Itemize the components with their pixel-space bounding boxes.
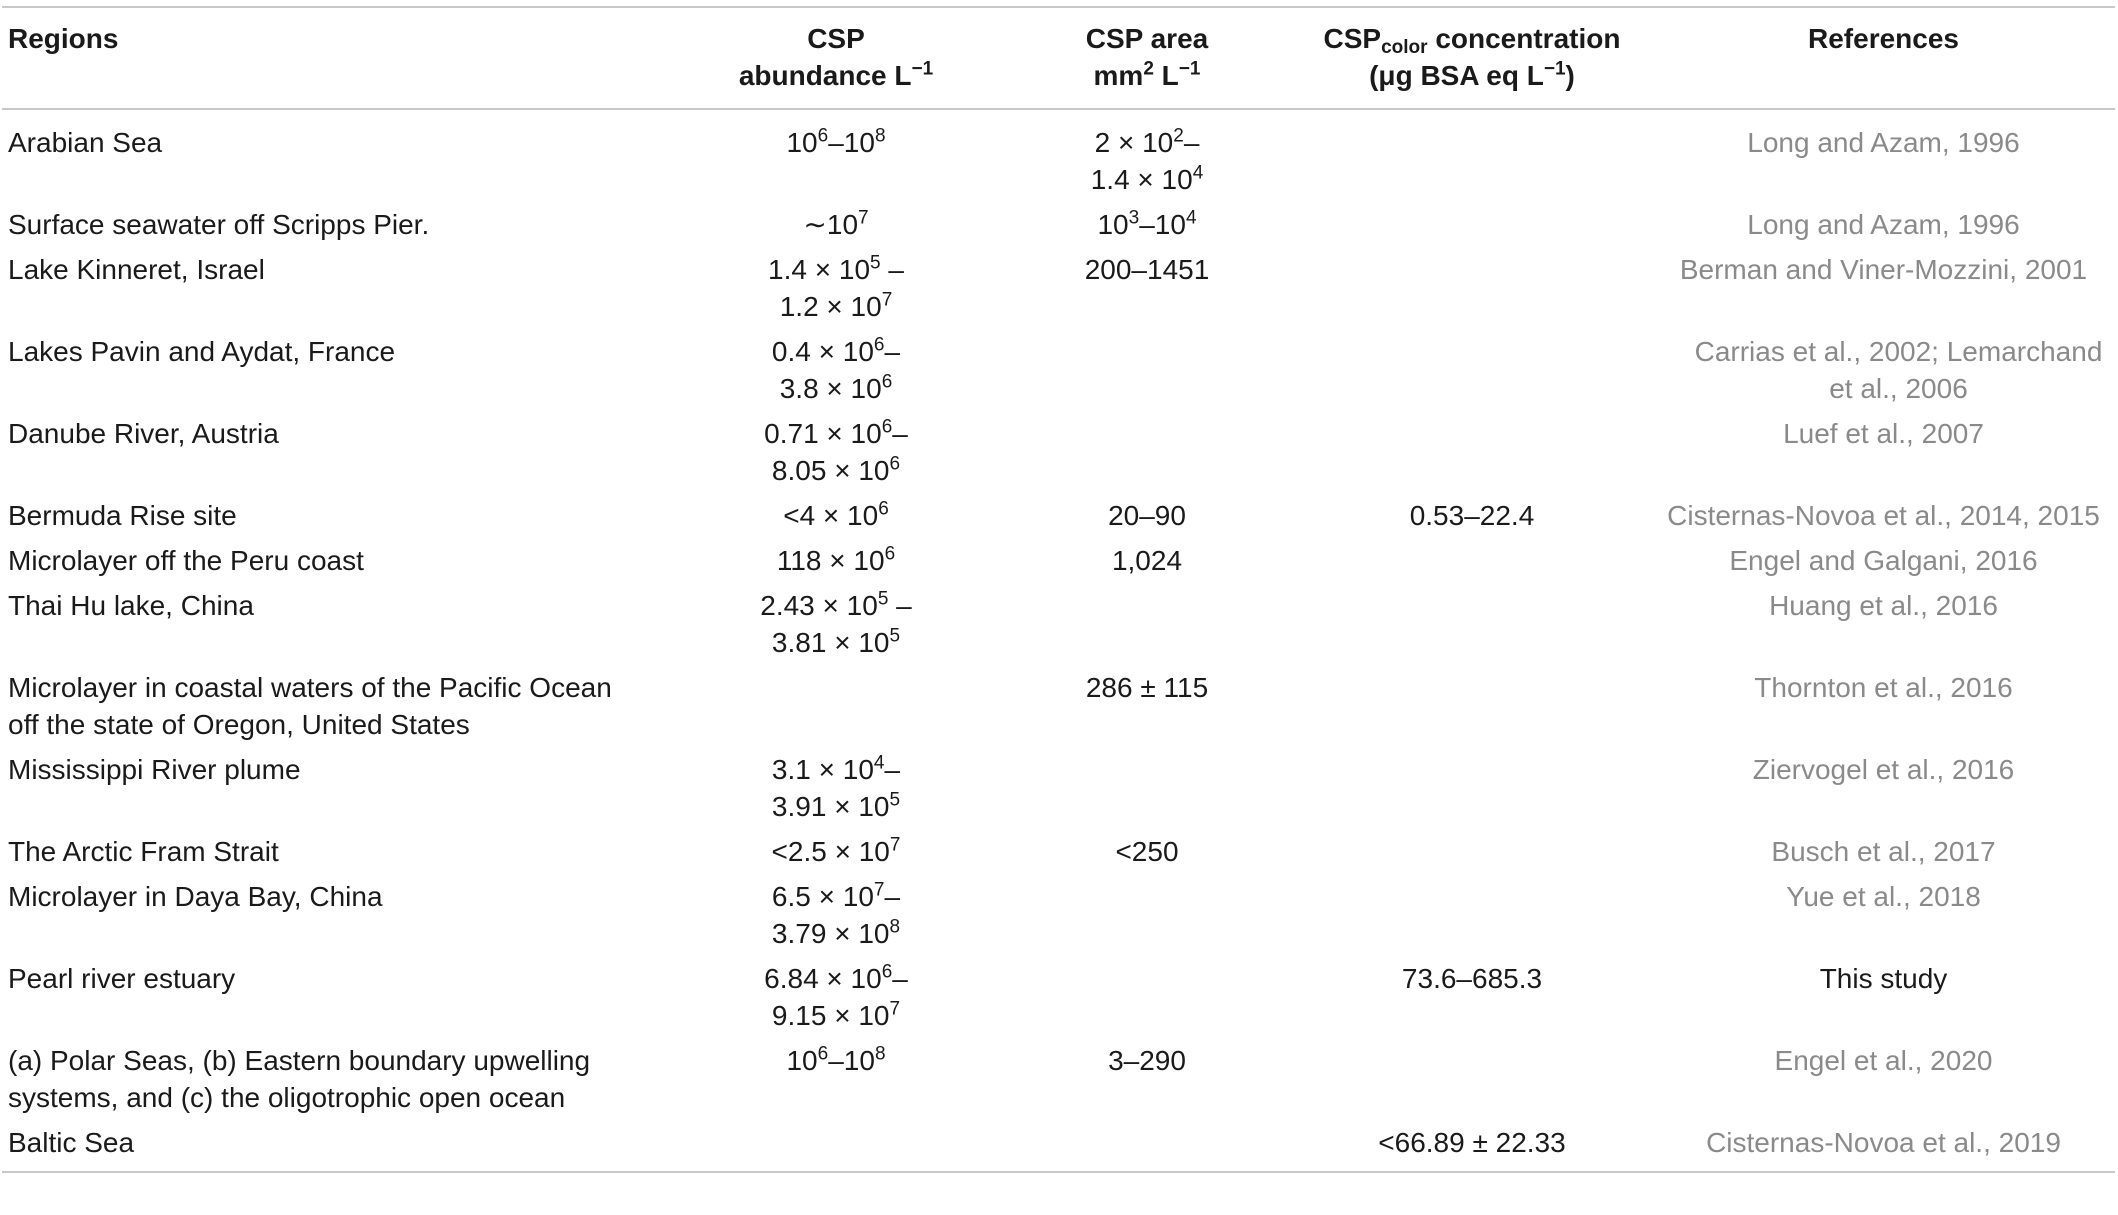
cell-reference[interactable]: Ziervogel et al., 2016 bbox=[1752, 754, 2015, 785]
cell-color-concentration bbox=[1292, 583, 1652, 665]
cell-reference: This study bbox=[1819, 963, 1948, 994]
table-row bbox=[2, 493, 2115, 538]
cell-reference[interactable]: Long and Azam, 1996 bbox=[1747, 209, 2020, 240]
table-row bbox=[2, 411, 2115, 493]
table-row bbox=[2, 829, 2115, 874]
cell-region: Lake Kinneret, Israel bbox=[8, 254, 265, 285]
cell-color-concentration bbox=[1292, 109, 1652, 202]
table-row bbox=[2, 874, 2115, 956]
cell-region: Lakes Pavin and Aydat, France bbox=[8, 336, 396, 367]
cell-area: $10^3-10^4$ bbox=[1097, 207, 1197, 240]
cell-region: Microlayer in coastal waters of the Pacific Ocean off the state of Oregon, United States bbox=[8, 672, 612, 740]
cell-region: The Arctic Fram Strait bbox=[8, 836, 279, 867]
cell-area: 286 ± 115 bbox=[1085, 672, 1209, 703]
table-row bbox=[2, 1038, 2115, 1120]
table-row bbox=[2, 109, 2115, 202]
cell-abundance bbox=[670, 1120, 1002, 1172]
cell-reference[interactable]: Long and Azam, 1996 bbox=[1747, 127, 2020, 158]
cell-region: Thai Hu lake, China bbox=[8, 590, 254, 621]
cell-reference[interactable]: Cisternas-Novoa et al., 2019 bbox=[1706, 1127, 2061, 1158]
cell-region: (a) Polar Seas, (b) Eastern boundary upwelling systems, and (c) the oligotrophic open ocean bbox=[8, 1045, 591, 1113]
table-row bbox=[2, 583, 2115, 665]
cell-region: Microlayer in Daya Bay, China bbox=[8, 881, 383, 912]
cell-color-concentration bbox=[1292, 747, 1652, 829]
table-row bbox=[2, 665, 2115, 747]
cell-abundance: $1.4 \times 10^5$ – $1.2 \times 10^7$ bbox=[768, 252, 904, 322]
table-row bbox=[2, 747, 2115, 829]
cell-abundance bbox=[670, 665, 1002, 747]
table-body bbox=[2, 109, 2115, 1172]
table-row bbox=[2, 1120, 2115, 1172]
cell-region: Mississippi River plume bbox=[8, 754, 301, 785]
cell-region: Microlayer off the Peru coast bbox=[8, 545, 364, 576]
cell-region: Surface seawater off Scripps Pier. bbox=[8, 209, 430, 240]
csp-table bbox=[2, 6, 2115, 1173]
cell-area: 1,024 bbox=[1111, 545, 1183, 576]
cell-abundance: $6.84 \times 10^6-$ $9.15 \times 10^7$ bbox=[764, 961, 908, 1031]
table-row bbox=[2, 247, 2115, 329]
cell-color-concentration: 0.53–22.4 bbox=[1409, 500, 1535, 531]
cell-area: 200–1451 bbox=[1084, 254, 1210, 285]
cell-color-concentration: 73.6–685.3 bbox=[1401, 963, 1543, 994]
cell-area bbox=[1002, 874, 1292, 956]
cell-area: 3–290 bbox=[1108, 1045, 1186, 1076]
cell-color-concentration bbox=[1292, 202, 1652, 247]
cell-abundance: $<4 \times 10^6$ bbox=[783, 498, 889, 531]
cell-reference[interactable]: Berman and Viner-Mozzini, 2001 bbox=[1679, 254, 2088, 285]
cell-abundance: $0.4 \times 10^6-$ $3.8 \times 10^6$ bbox=[771, 334, 901, 404]
table-row bbox=[2, 956, 2115, 1038]
table-row bbox=[2, 538, 2115, 583]
cell-area: <250 bbox=[1115, 836, 1179, 867]
cell-region: Baltic Sea bbox=[8, 1127, 135, 1158]
cell-color-concentration bbox=[1292, 538, 1652, 583]
cell-color-concentration bbox=[1292, 829, 1652, 874]
cell-area bbox=[1002, 1120, 1292, 1172]
cell-reference[interactable]: Luef et al., 2007 bbox=[1783, 418, 1984, 449]
cell-color-concentration bbox=[1292, 329, 1652, 411]
cell-color-concentration bbox=[1292, 411, 1652, 493]
cell-region: Danube River, Austria bbox=[8, 418, 279, 449]
cell-reference[interactable]: Busch et al., 2017 bbox=[1771, 836, 1996, 867]
cell-reference[interactable]: Engel et al., 2020 bbox=[1774, 1045, 1993, 1076]
cell-area bbox=[1002, 956, 1292, 1038]
cell-abundance: $10^6-10^8$ bbox=[786, 1043, 886, 1076]
cell-area bbox=[1002, 329, 1292, 411]
header-regions: Regions bbox=[8, 23, 119, 54]
cell-area: $2 \times 10^2-$ $1.4 \times 10^4$ bbox=[1090, 125, 1204, 195]
cell-color-concentration bbox=[1292, 665, 1652, 747]
cell-abundance: $6.5 \times 10^7-$ $3.79 \times 10^8$ bbox=[771, 879, 901, 949]
cell-region: Pearl river estuary bbox=[8, 963, 236, 994]
header-color-concentration: $CSP_{color}$ concentration (μg BSA eq $L^{-1}$) bbox=[1323, 23, 1621, 91]
cell-abundance: $3.1 \times 10^4-$ $3.91 \times 10^5$ bbox=[771, 752, 901, 822]
cell-area: 20–90 bbox=[1108, 500, 1186, 531]
header-row bbox=[2, 7, 2115, 109]
header-abundance: CSP abundance $L^{-1}$ bbox=[738, 23, 934, 91]
cell-area bbox=[1002, 583, 1292, 665]
cell-reference[interactable]: Yue et al., 2018 bbox=[1786, 881, 1981, 912]
table-row bbox=[2, 202, 2115, 247]
cell-area bbox=[1002, 411, 1292, 493]
table-row bbox=[2, 329, 2115, 411]
cell-abundance: $\sim 10^7$ bbox=[803, 207, 869, 240]
cell-abundance: $118 \times 10^6$ bbox=[776, 543, 896, 576]
cell-color-concentration: <66.89 ± 22.33 bbox=[1378, 1127, 1566, 1158]
cell-reference[interactable]: Huang et al., 2016 bbox=[1769, 590, 1998, 621]
cell-abundance: $10^6-10^8$ bbox=[786, 125, 886, 158]
cell-reference[interactable]: Thornton et al., 2016 bbox=[1754, 672, 2013, 703]
header-area: CSP area $mm^2$ $L^{-1}$ bbox=[1085, 23, 1209, 91]
table-header bbox=[2, 7, 2115, 109]
cell-reference[interactable]: Engel and Galgani, 2016 bbox=[1729, 545, 2038, 576]
cell-reference[interactable]: Cisternas-Novoa et al., 2014, 2015 bbox=[1667, 500, 2100, 531]
cell-abundance: $<2.5 \times 10^7$ bbox=[771, 834, 901, 867]
cell-color-concentration bbox=[1292, 874, 1652, 956]
cell-region: Arabian Sea bbox=[8, 127, 163, 158]
cell-region: Bermuda Rise site bbox=[8, 500, 237, 531]
cell-reference[interactable]: Carrias et al., 2002; Lemarchand et al., 2006 bbox=[1694, 336, 2103, 404]
cell-color-concentration bbox=[1292, 1038, 1652, 1120]
header-references: References bbox=[1808, 23, 1959, 54]
cell-abundance: $0.71 \times 10^6-$ $8.05 \times 10^6$ bbox=[764, 416, 908, 486]
cell-color-concentration bbox=[1292, 247, 1652, 329]
cell-abundance: $2.43 \times 10^5$ – $3.81 \times 10^5$ bbox=[760, 588, 912, 658]
cell-area bbox=[1002, 747, 1292, 829]
